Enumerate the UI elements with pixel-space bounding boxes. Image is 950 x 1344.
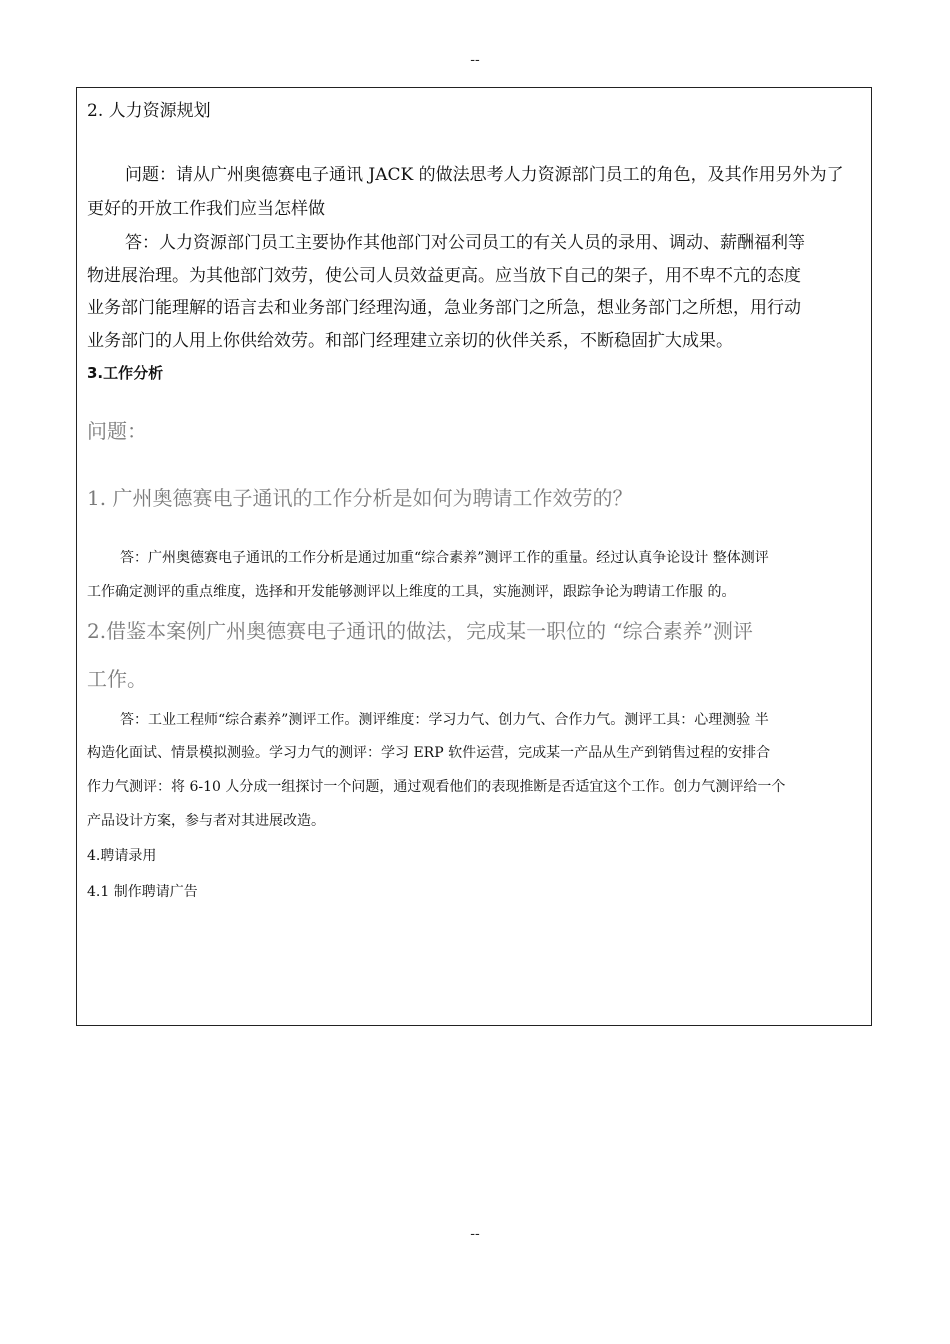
hr-answer-line-1: 答：人力资源部门员工主要协作其他部门对公司员工的有关人员的录用、调动、薪酬福利等 <box>125 233 805 253</box>
job-question-1: 1. 广州奥德赛电子通讯的工作分析是如何为聘请工作效劳的？ <box>87 486 633 510</box>
job-answer-1-line-1: 答：广州奥德赛电子通讯的工作分析是通过加重“综合素养”测评工作的重量。经过认真争论设计 整体测评 <box>120 550 769 566</box>
job-answer-2-line-1: 答：工业工程师“综合素养”测评工作。测评维度：学习力气、创力气、合作力气。测评工具：心理测验 半 <box>120 712 769 728</box>
job-question-2-line-1: 2.借鉴本案例广州奥德赛电子通讯的做法，完成某一职位的 “综合素养”测评 <box>87 619 753 643</box>
hr-question-line-2: 更好的开放工作我们应当怎样做 <box>87 199 325 219</box>
job-answer-2-line-3: 作力气测评：将 6-10 人分成一组探讨一个问题，通过观看他们的表现推断是否适宜这个工作。创力气测评给一个 <box>87 779 786 795</box>
page-mark-top: -- <box>470 52 480 68</box>
hr-answer-line-3: 业务部门能理解的语言去和业务部门经理沟通，急业务部门之所急，想业务部门之所想，用行动 <box>87 298 801 318</box>
job-answer-1-line-2: 工作确定测评的重点维度，选择和开发能够测评以上维度的工具，实施测评，跟踪争论为聘请工作服 的。 <box>87 584 736 600</box>
job-answer-2-line-4: 产品设计方案，参与者对其进展改造。 <box>87 813 325 829</box>
section-heading-hr-planning: 2. 人力资源规划 <box>87 101 211 121</box>
job-answer-2-line-2: 构造化面试、情景模拟测验。学习力气的测评：学习 ERP 软件运营，完成某一产品从生产到销售过程的安排合 <box>87 745 771 761</box>
recruitment-sub-heading: 4.1 制作聘请广告 <box>87 884 198 900</box>
hr-question-line-1-text: 问题：请从广州奥德赛电子通讯 JACK 的做法思考人力资源部门员工的角色，及其作用另外为了 <box>125 165 844 185</box>
hr-answer-line-4: 业务部门的人用上你供给效劳。和部门经理建立亲切的伙伴关系，不断稳固扩大成果。 <box>87 331 733 351</box>
hr-answer-line-2: 物进展治理。为其他部门效劳，使公司人员效益更高。应当放下自己的架子，用不卑不亢的态度 <box>87 266 801 286</box>
job-question-2-line-2: 工作。 <box>87 667 147 691</box>
job-question-label: 问题： <box>87 419 147 443</box>
page-mark-bottom: -- <box>470 1226 480 1242</box>
section-heading-recruitment: 4.聘请录用 <box>87 848 157 864</box>
hr-question-line-1 <box>125 160 844 185</box>
section-heading-job-analysis: 3.工作分析 <box>87 364 164 382</box>
